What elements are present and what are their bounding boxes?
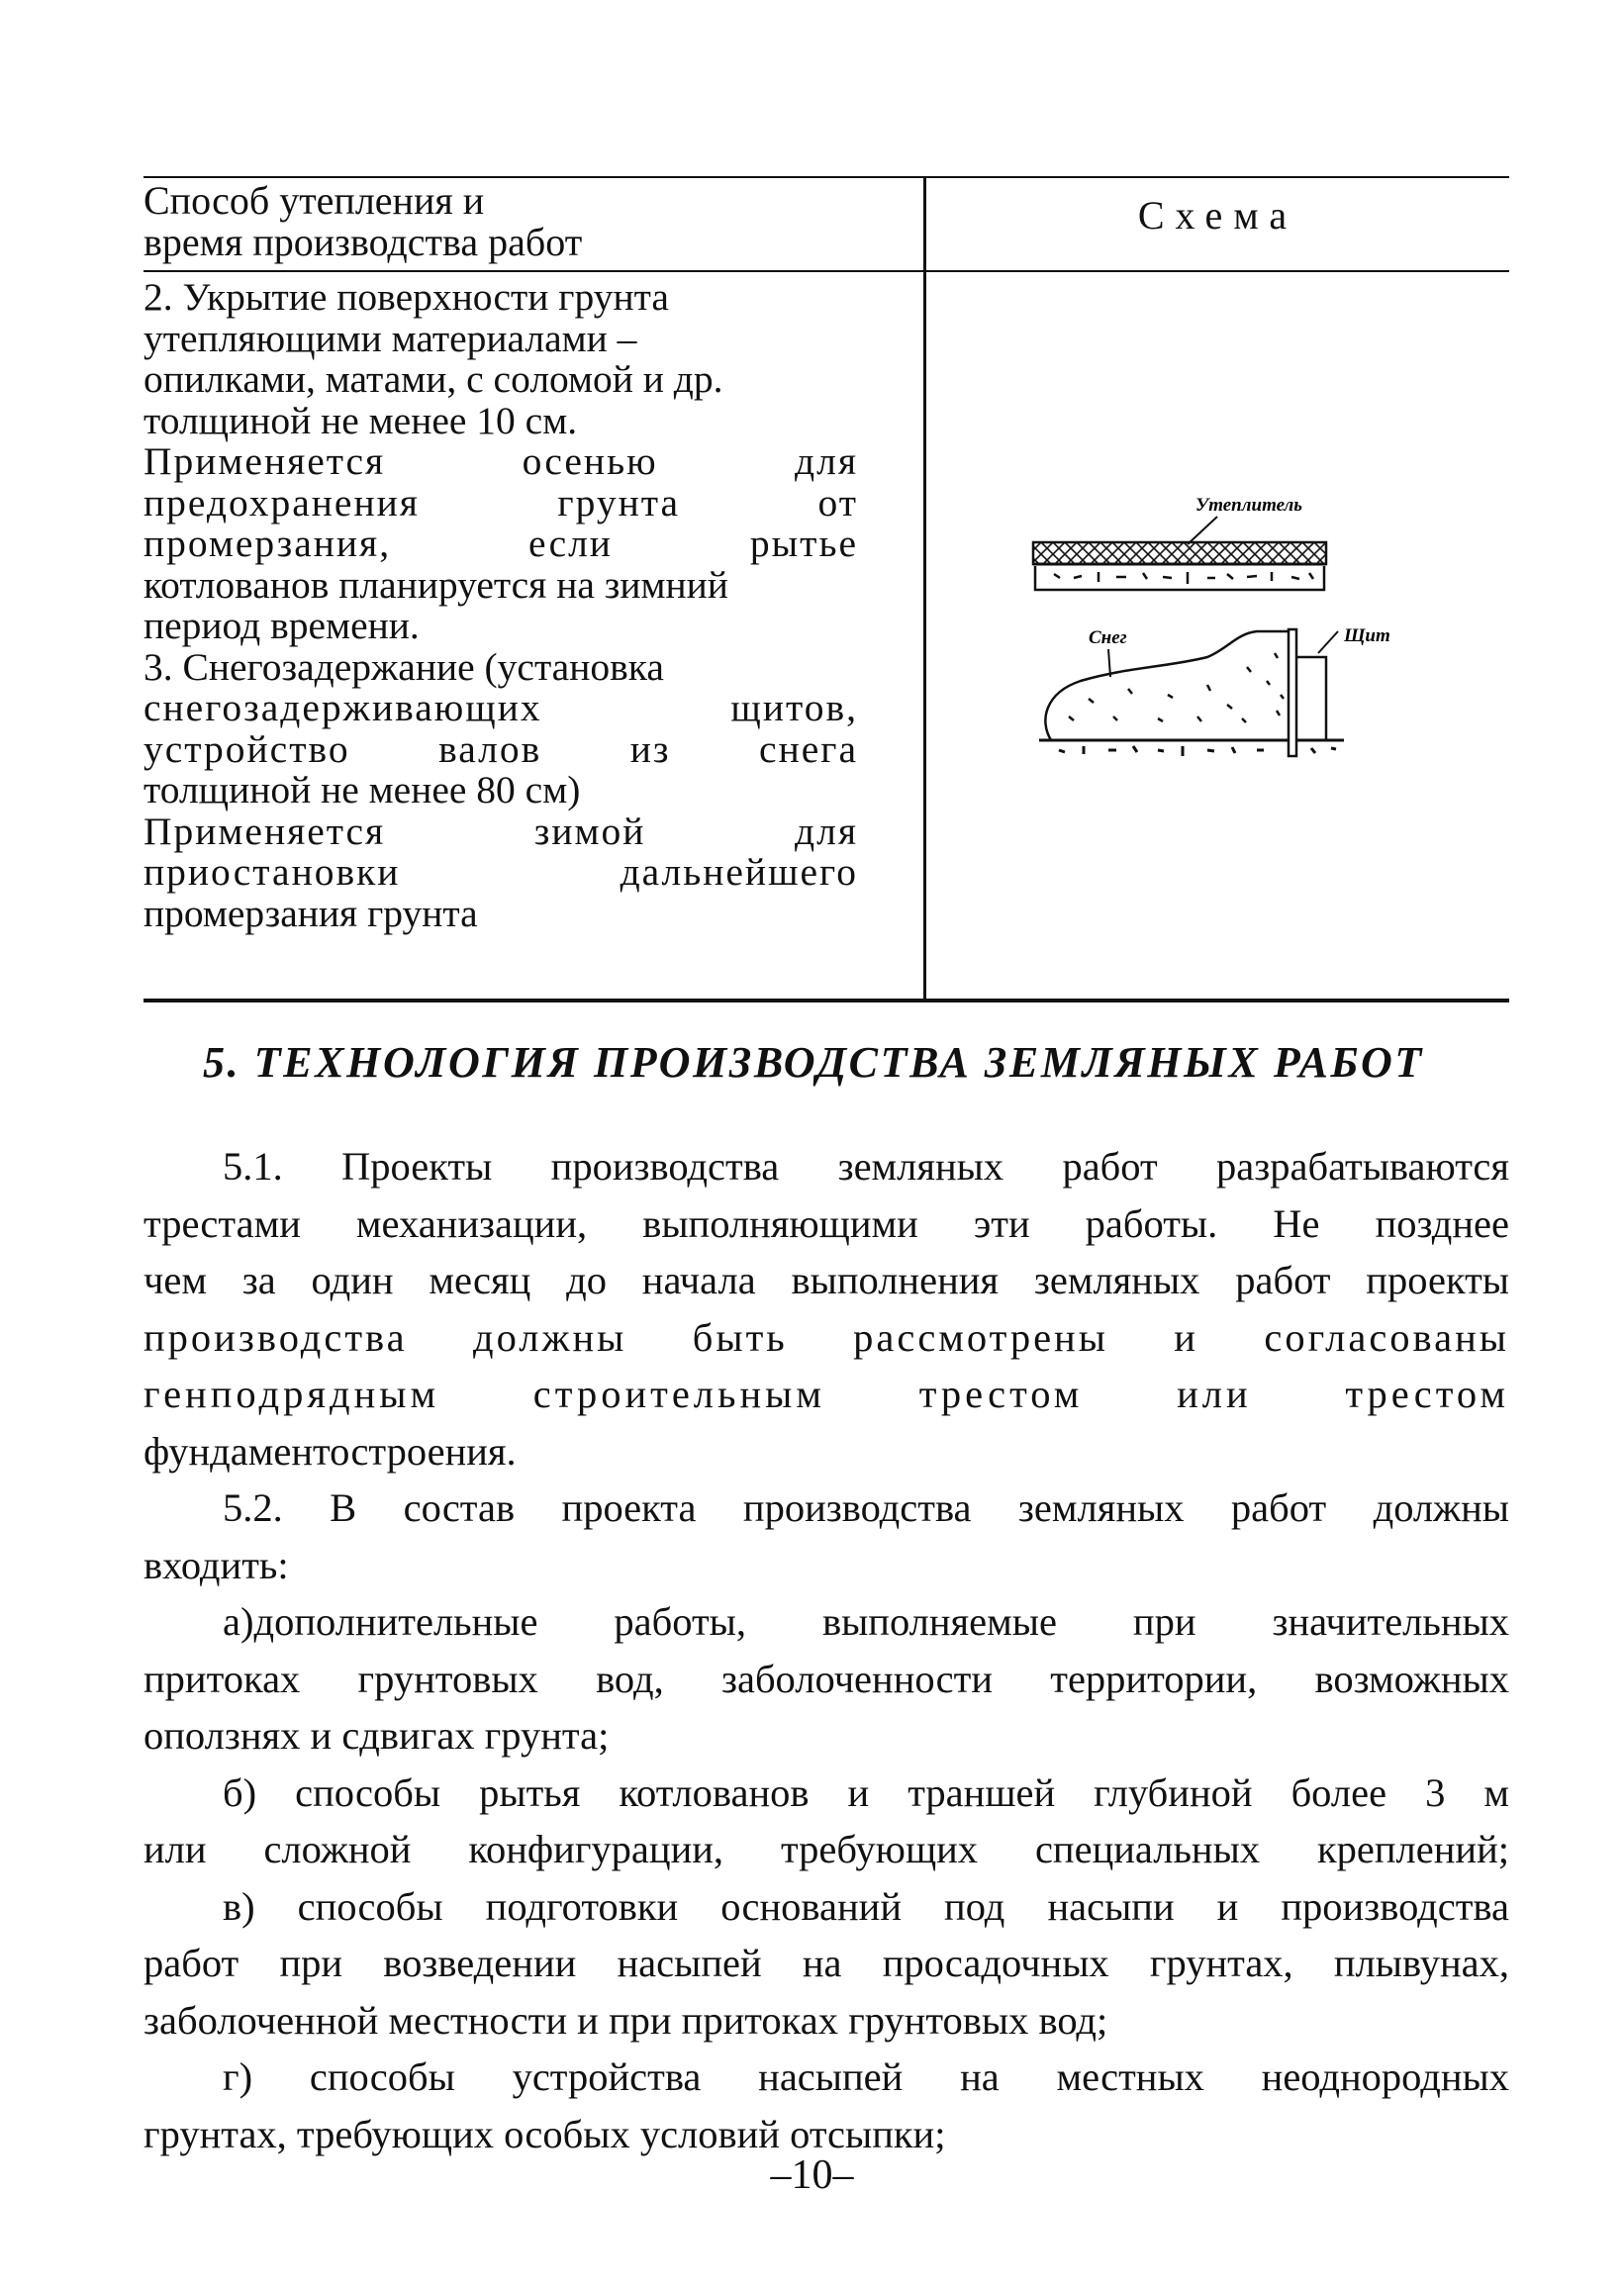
- paragraph-line: притоках грунтовых вод, заболоченности территории, возможных: [143, 1656, 1509, 1701]
- page-number: –10–: [770, 2152, 854, 2198]
- insulation-layer: [1033, 542, 1326, 564]
- insulation-scheme: [1033, 495, 1326, 590]
- paragraph-line: грунтах, требующих особых условий отсыпки;: [143, 2111, 946, 2156]
- paragraph-line: 5.1. Проекты производства земляных работ разрабатываются: [223, 1144, 1509, 1189]
- method-line: утепляющими материалами –: [143, 316, 637, 360]
- method-line: промерзания, если рытье: [143, 522, 858, 565]
- method-line: приостановки дальнейшего: [143, 850, 858, 894]
- paragraph-line: генподрядным строительным трестом или трестом: [143, 1372, 1509, 1416]
- method-line: толщиной не менее 80 см): [143, 768, 581, 811]
- header-method-line: Способ утепления и: [143, 178, 485, 223]
- paragraph-line: или сложной конфигурации, требующих специальных креплений;: [143, 1827, 1509, 1871]
- methods-cell: [143, 277, 858, 934]
- snow-label: Снег: [1089, 627, 1127, 648]
- section-heading: 5. ТЕХНОЛОГИЯ ПРОИЗВОДСТВА ЗЕМЛЯНЫХ РАБОТ: [203, 1038, 1424, 1087]
- method-line: 3. Снегозадержание (установка: [143, 644, 664, 689]
- table-column-divider: [923, 176, 926, 1002]
- method-line: предохранения грунта от: [143, 480, 858, 525]
- method-line: Применяется осенью для: [143, 439, 858, 483]
- method-line: период времени.: [143, 604, 420, 647]
- header-method-cell: [143, 180, 906, 263]
- header-method-line: время производства работ: [143, 220, 583, 264]
- body-text: [143, 1138, 1509, 2162]
- snow-retention-scheme: [1039, 625, 1390, 756]
- insulation-label: Утеплитель: [1195, 495, 1302, 516]
- method-line: котлованов планируется на зимний: [143, 562, 728, 607]
- shield-leader-line: [1318, 631, 1338, 653]
- method-line: 2. Укрытие поверхности грунта: [143, 275, 669, 319]
- method-line: устройство валов из снега: [143, 726, 858, 771]
- soil-marks: [1054, 572, 1313, 584]
- paragraph-line: оползнях и сдвигах грунта;: [143, 1713, 610, 1758]
- paragraph-line: работ при возведении насыпей на просадочных грунтах, плывунах,: [143, 1941, 1509, 1985]
- paragraph-line: б) способы рытья котлованов и траншей глубиной более 3 м: [223, 1769, 1509, 1815]
- method-line: опилками, матами, с соломой и др.: [143, 357, 723, 401]
- shield-support: [1296, 657, 1326, 740]
- method-line: промерзания грунта: [143, 891, 478, 935]
- shield-label: Щит: [1344, 625, 1390, 646]
- method-line: толщиной не менее 10 см.: [143, 398, 578, 442]
- paragraph-line: входить:: [143, 1542, 289, 1587]
- paragraph-line: а)дополнительные работы, выполняемые при значительных: [223, 1599, 1509, 1644]
- table-header-rule: [143, 270, 1509, 272]
- schemes-figure: [1029, 483, 1405, 859]
- snow-shield: [1289, 629, 1296, 756]
- paragraph-line: чем за один месяц до начала выполнения земляных работ проекты: [143, 1258, 1509, 1302]
- method-line: Применяется зимой для: [143, 809, 858, 853]
- snow-drift-outline: [1045, 631, 1289, 740]
- table-bottom-rule: [143, 999, 1509, 1002]
- paragraph-line: в) способы подготовки оснований под насыпи и производства: [223, 1883, 1509, 1929]
- paragraph-line: заболоченной местности и при притоках грунтовых вод;: [143, 1997, 1108, 2043]
- paragraph-line: 5.2. В состав проекта производства земляных работ должны: [223, 1485, 1509, 1530]
- paragraph-line: производства должны быть рассмотрены и согласованы: [143, 1314, 1509, 1360]
- header-scheme-cell: Схема: [1137, 193, 1298, 238]
- paragraph-line: фундаментостроения.: [143, 1428, 517, 1474]
- paragraph-line: трестами механизации, выполняющими эти работы. Не позднее: [143, 1200, 1509, 1246]
- insulation-leader-line: [1188, 517, 1217, 544]
- paragraph-line: г) способы устройства насыпей на местных неоднородных: [223, 2054, 1509, 2099]
- method-line: снегозадерживающих щитов,: [143, 686, 858, 729]
